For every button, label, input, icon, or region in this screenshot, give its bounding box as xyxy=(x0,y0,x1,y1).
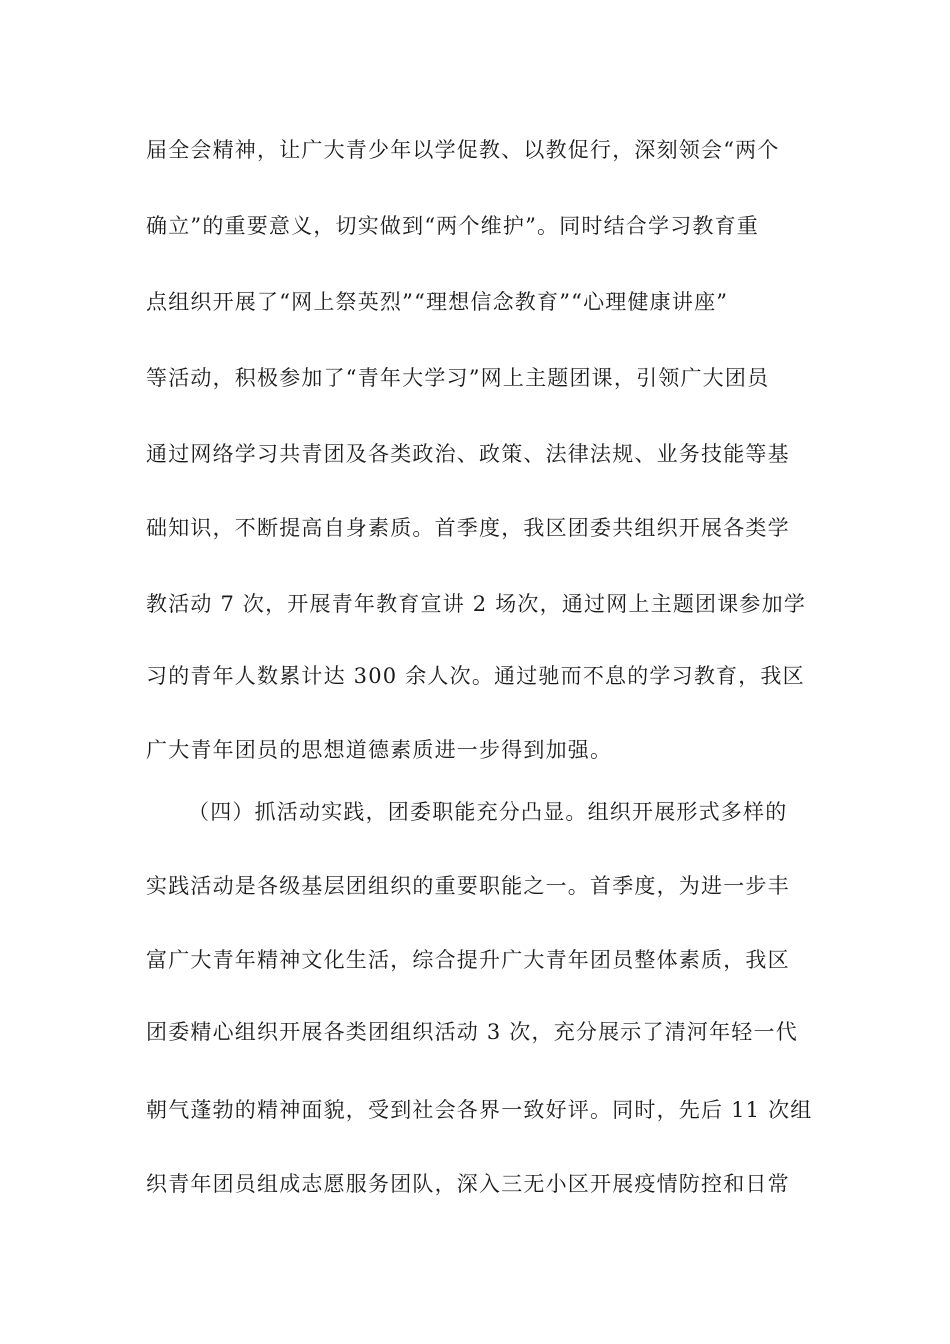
text-line: 届全会精神，让广大青少年以学促教、以教促行，深刻领会“两个 xyxy=(146,138,780,162)
section-heading-line: （四）抓活动实践，团委职能充分凸显。组织开展形式多样的 xyxy=(188,800,788,824)
text-line: 广大青年团员的思想道德素质进一步得到加强。 xyxy=(146,738,613,762)
text-line: 织青年团员组成志愿服务团队，深入三无小区开展疫情防控和日常 xyxy=(146,1172,790,1196)
text-line: 通过网络学习共青团及各类政治、政策、法律法规、业务技能等基 xyxy=(146,442,790,466)
text-line: 朝气蓬勃的精神面貌，受到社会各界一致好评。同时，先后 11 次组 xyxy=(146,1098,813,1122)
text-line: 实践活动是各级基层团组织的重要职能之一。首季度，为进一步丰 xyxy=(146,874,790,898)
text-line: 确立”的重要意义，切实做到“两个维护”。同时结合学习教育重 xyxy=(146,214,760,238)
text-line: 等活动，积极参加了“青年大学习”网上主题团课，引领广大团员 xyxy=(146,366,770,390)
text-line: 点组织开展了“网上祭英烈”“理想信念教育”“心理健康讲座” xyxy=(146,290,729,314)
text-line: 教活动 7 次，开展青年教育宣讲 2 场次，通过网上主题团课参加学 xyxy=(146,592,807,616)
text-line: 础知识，不断提高自身素质。首季度，我区团委共组织开展各类学 xyxy=(146,516,790,540)
text-line: 富广大青年精神文化生活，综合提升广大青年团员整体素质，我区 xyxy=(146,948,790,972)
text-line: 习的青年人数累计达 300 余人次。通过驰而不息的学习教育，我区 xyxy=(146,664,805,688)
text-line: 团委精心组织开展各类团组织活动 3 次，充分展示了清河年轻一代 xyxy=(146,1020,798,1044)
